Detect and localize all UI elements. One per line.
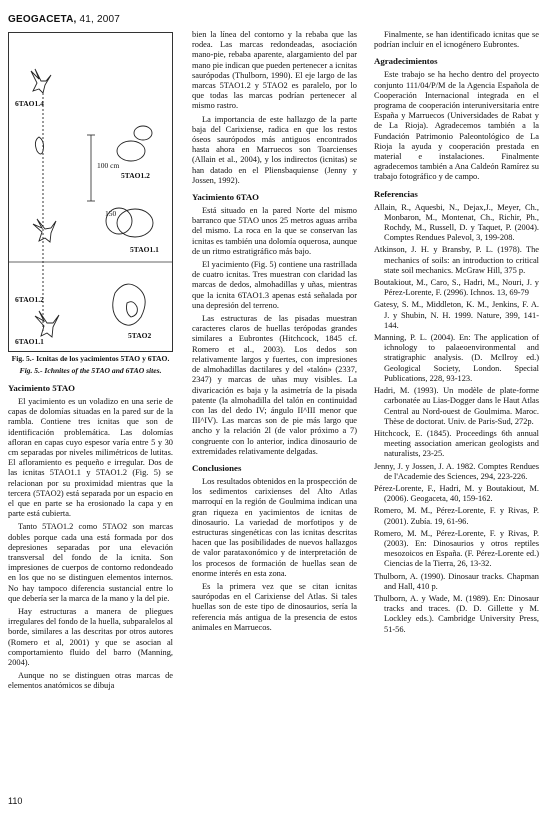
footprint-5tao12-b (134, 126, 152, 140)
paragraph: Las estructuras de las pisadas muestran caracteres claros de huellas terópodas grandes similares a Eubrontes (Hitchcock, 1845 cf. Romero et al., 2003). Los dedos son relativamente largos y fuertes, con impresiones de almohadillas dactilares y del «talón» (2337, 2347) y marcas de uñas muy visibles. La divaricación es baja y la asimetría de la pisada patente (la almohadilla del talón en continuidad con las del dedo IV; ángulo II^III menor que III^IV). Las marcas son de pie más largo que ancho y la relación 2l (de valor próximo a 7) congruente con lo anterior, indica dinosaurio de extremidades relativamente delgadas. (192, 314, 357, 456)
paragraph: bien la línea del contorno y la rebaba que las rodea. Las marcas redondeadas, asociación mano-pie, rebaba aparente, alargamiento del par mano pie indican que pueden pertenecer a icnitas saurópodas (Thulborn, 1990). El eje largo de las marcas 5TAO1.2 y 5TAO2 es paralelo, por lo que todas las marcas podrían pertenecer al mismo rastro. (192, 30, 357, 111)
fig-label: 5TAO1.2 (121, 171, 150, 180)
fig-label: 6TAO1.4 (15, 99, 44, 108)
footprint-5tao2-a (113, 284, 145, 325)
section-heading: Yacimiento 6TAO (192, 192, 260, 203)
fig-label: 150 (105, 209, 117, 218)
page-number: 110 (8, 796, 23, 806)
scale-bar (87, 135, 95, 201)
reference-item: Manning, P. L. (2004). En: The application of ichnology to palaeoenvironmental and stratigraphic analysis. (D. McIlroy ed.) Geological Society, London. Special Publications, 228, 93-123. (374, 333, 539, 383)
section-heading: Referencias (374, 188, 418, 199)
section-heading: Conclusiones (192, 462, 242, 473)
paragraph: Este trabajo se ha hecho dentro del proyecto conjunto 111/04/P/M de la Agencia Española de Cooperación Internacional integrada en el programa de cooperación interuniversitaria entre España y Marruecos (Universidades de Rabat y de La Rioja). Agradecemos también a la Fundación Patrimonio Paleontológico de La Rioja la ayuda y cooperación prestada en material e instalaciones. Finalmente agradecemos también a Ana Caldeón Ramírez su trabajo fotográfico y de campo. (374, 70, 539, 182)
reference-item: Thulborn, A. (1990). Dinosaur tracks. Chapman and Hall, 410 p. (374, 571, 539, 591)
reference-item: Boutakiout, M., Caro, S., Hadri, M., Nouri, J. y Pérez-Lorente, F. (2996). Ichnos. 13, 69-79 (374, 278, 539, 298)
column-2 (192, 30, 357, 636)
journal-volume: 41, 2007 (76, 14, 120, 25)
paragraph: Los resultados obtenidos en la prospección de los sedimentos carixienses del Alto Atlas marroquí en la región de Goulmima indican una gran riqueza en yacimientos de icnitas de dinosaurio. La variedad de morfotipos y de estructuras singenéticas con las icnitas descritas hacen que las posibilidades de nuevos hallazgos de valor parataxonómico y de interpretación de los procesos de formación de huellas sean de enorme interés en esta zona. (192, 476, 357, 578)
section-heading: Yacimiento 5TAO (8, 383, 76, 393)
fig-label: 100 cm (97, 161, 120, 170)
fig-label: 5TAO2 (128, 331, 152, 340)
paragraph: Es la primera vez que se citan icnitas saurópodas en el Carixiense del Atlas. Si tales huellas son de este tipo de dinosaurios, sería la referencia más antigua de la presencia de estos animales en Marruecos. (192, 581, 357, 632)
footprint-6tao14 (31, 69, 51, 93)
figure-caption-en: Fig. 5.- Ichnites of the 5TAO and 6TAO sites. (19, 365, 162, 375)
paragraph: El yacimiento (Fig. 5) contiene una rastrillada de cuatro icnitas. Tres muestran con claridad las marcas de dedos, almohadillas y uñas, mientras que la icnita 6TAO1.3 apenas está señalada por una depresión del terreno. (192, 260, 357, 310)
paragraph: Hay estructuras a manera de pliegues irregulares del fondo de la huella, subparalelos al borde, similares a las descritas por otros autores (Romero et al, 2001) y que se asocian al comportamiento fluido del barro (Manning, 2004). (8, 607, 173, 668)
reference-item: Allain, R., Aquesbi, N., Dejax,J., Meyer, Ch., Monbaron, M., Montenat, Ch., Richir, Ph., Rochdy, M., Russell, D. y Taquet, P. (2004). Comptes Rendues Palevol, 3, 199-208. (374, 202, 539, 243)
footprint-6tao13 (35, 137, 43, 154)
paragraph: La importancia de este hallazgo de la parte baja del Carixiense, radica en que los restos óseos saurópodos más antiguos encontrados hasta ahora en Marruecos son Toarcienses (Allain et al., 2004), y los indirectos (icnitas) se han datado en el Pliensbaquiense (Jenny y Jossen, 1992). (192, 114, 357, 185)
running-header (8, 14, 120, 25)
journal-name: GEOGACETA, (8, 14, 77, 25)
reference-item: Hadri, M. (1993). Un modèle de plate-forme carbonatée au Lias-Dogger dans le Haut Atlas Central au Nord-ouest de Goulmima. Maroc. Thèse de doctorat. Univ. de Paris-Sud, 272p. (374, 386, 539, 426)
reference-item: Gatesy, S. M., Middleton, K. M., Jenkins, F. A. J. y Shubin, N. H. 1999. Nature, 399, 141-144. (374, 300, 539, 330)
reference-item: Atkinson, J. H. y Bransby, P. L. (1978). The mechanics of soils: an introduction to critical state soil mechanics. McGraw Hill, 375 p. (374, 245, 539, 275)
footprint-6tao11 (35, 311, 59, 337)
figure-caption-es: Fig. 5.- Icnitas de los yacimientos 5TAO y 6TAO. (11, 354, 170, 363)
reference-item: Romero, M. M., Pérez-Lorente, F. y Rivas, P. (2003). En: Dinosaurios y otros reptiles mesozoicos en España. (F. Pérez-Lorente ed.) Ciencias de la Tierra, 26, 13-32. (374, 528, 539, 569)
reference-item: Hitchcock, E. (1845). Proceedings 6th annual meeting association american geologists and naturalists, 23-25. (374, 428, 539, 459)
paragraph: Tanto 5TAO1.2 como 5TAO2 son marcas dobles porque cada una está formada por dos depresiones separadas por una elevación transversal del fondo de la icnita. Son impresiones de cuerpos de contorno redondeado en los que no se distinguen elementos internos. No hay tampoco diferencia sustancial entre lo que debería ser la marca de la mano y la del pie. (8, 522, 173, 603)
tracks-5tao (106, 126, 153, 325)
fig-label: 5TAO1.1 (130, 245, 159, 254)
footprint-5tao11-b (117, 209, 153, 237)
paragraph: Finalmente, se han identificado icnitas que se podrían incluir en el icnogénero Eubrontes. (374, 30, 539, 50)
paragraph: Está situado en la pared Norte del mismo barranco que 5TAO unos 25 metros aguas arriba del mismo. La roca en la que se conservan las icnitas es también una dolomía oquerosa, aunque de un ritmo estratigráfico más bajo. (192, 206, 357, 256)
figure-5 (8, 32, 173, 352)
reference-item: Pérez-Lorente, F., Hadri, M. y Boutakiout, M. (2006). Geogaceta, 40, 159-162. (374, 483, 539, 504)
paragraph: Aunque no se distinguen otras marcas de elementos anatómicos se dibuja (8, 671, 173, 691)
reference-item: Jenny, J. y Jossen, J. A. 1982. Comptes Rendues de l'Academie des Sciences, 294, 223-226. (374, 461, 539, 481)
fig-label: 6TAO1.2 (15, 295, 44, 304)
section-heading: Agradecimientos (374, 56, 438, 67)
column-3 (374, 30, 539, 637)
paragraph: El yacimiento es un voladizo en una serie de capas de dolomías situadas en la pared sur de la rambla. Contiene tres icnitas que son de identificación problemática. Las dolomías afloran en capas cuyo espesor varía entre 5 y 30 cm separadas por niveles milimétricos de lutitas. El afloramiento es pequeño e irregular. Dos de las icnitas 5TAO1.1 y 5TAO1.2 (Fig. 5) se relacionan por su proximidad mientras que la tercera (5TAO2) está separada por un espacio en el que en parte se ha erosionado la capa y en parte está cubierta. (8, 397, 173, 519)
fig-label: 6TAO1.1 (15, 337, 44, 346)
footprint-5tao12-a (117, 141, 145, 161)
footprint-5tao2-b (127, 302, 138, 317)
reference-item: Romero, M. M., Pérez-Lorente, F. y Rivas, P. (2001). Zubía. 19, 61-96. (374, 506, 539, 526)
footprint-6tao12 (33, 219, 56, 242)
reference-item: Thulborn, A. y Wade, M. (1989). En: Dinosaur tracks and traces. (D. D. Gillette y M. Lockley eds.). Cambridge University Press, 51-56. (374, 593, 539, 634)
column-1 (8, 30, 173, 695)
